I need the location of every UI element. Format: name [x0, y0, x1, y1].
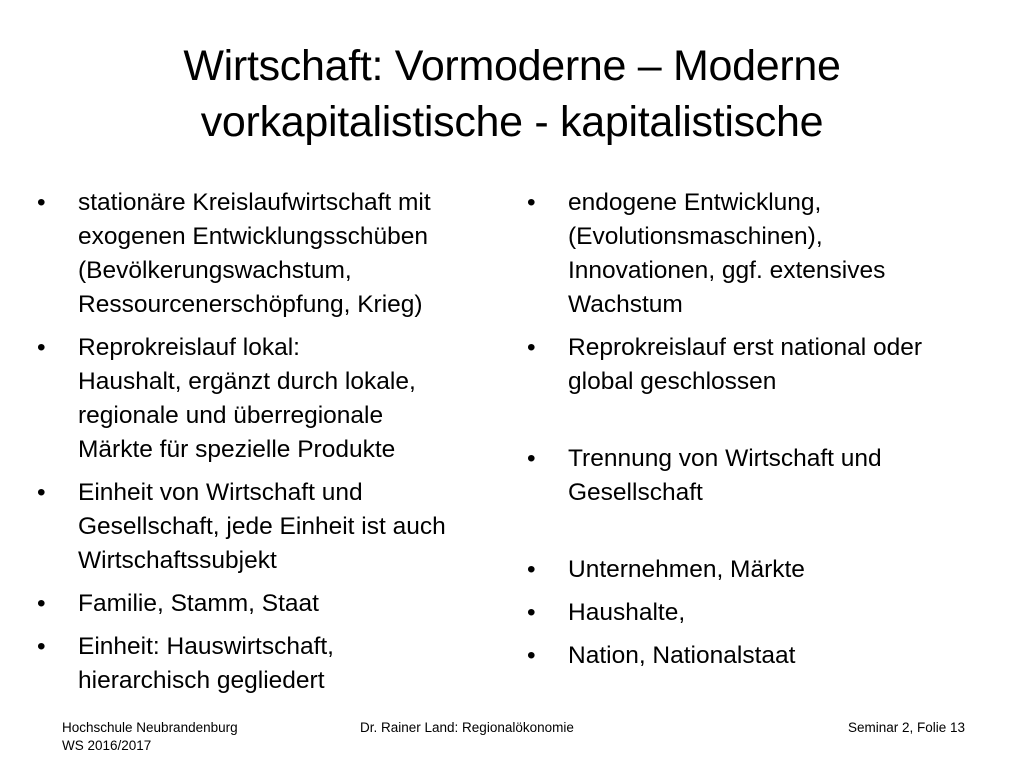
- slide-title-line-1: Wirtschaft: Vormoderne – Moderne: [183, 42, 841, 90]
- list-item-text: Unternehmen, Märkte: [568, 556, 805, 583]
- bullet-icon: •: [37, 590, 46, 617]
- list-item: [37, 186, 487, 322]
- list-item: [527, 553, 977, 587]
- footer-institution-name: Hochschule Neubrandenburg: [62, 720, 238, 735]
- bullet-icon: •: [527, 189, 536, 216]
- bullet-icon: •: [37, 633, 46, 660]
- list-item: [527, 596, 977, 630]
- bullet-icon: •: [527, 445, 536, 472]
- list-item-text: stationäre Kreislaufwirtschaft mit exogenen Entwicklungsschüben (Bevölkerungswachstum, Ressourcenerschöpfung, Krieg): [78, 189, 431, 318]
- bullet-icon: •: [527, 556, 536, 583]
- list-item-text: endogene Entwicklung, (Evolutionsmaschinen), Innovationen, ggf. extensives Wachstum: [568, 189, 886, 318]
- list-item: [527, 331, 977, 399]
- list-item: [37, 331, 487, 467]
- list-item: [37, 630, 487, 698]
- list-item: [527, 442, 977, 510]
- bullet-icon: •: [527, 599, 536, 626]
- slide-title-line-2: vorkapitalistische - kapitalistische: [200, 98, 824, 146]
- bullet-icon: •: [527, 334, 536, 361]
- footer-semester: WS 2016/2017: [62, 738, 152, 753]
- list-item-text: Trennung von Wirtschaft und Gesellschaft: [568, 445, 882, 506]
- slide-title: [60, 38, 964, 150]
- list-item-text: Einheit: Hauswirtschaft, hierarchisch gegliedert: [78, 633, 334, 694]
- bullet-icon: •: [37, 334, 46, 361]
- right-bullet-list: [527, 186, 977, 682]
- list-item-text: Reprokreislauf lokal: Haushalt, ergänzt durch lokale, regionale und überregionale Märkte für spezielle Produkte: [78, 334, 416, 463]
- list-item: [37, 476, 487, 578]
- list-item-text: Haushalte,: [568, 599, 686, 626]
- list-item: [527, 639, 977, 673]
- list-item-text: Familie, Stamm, Staat: [78, 590, 319, 617]
- bullet-icon: •: [37, 189, 46, 216]
- footer-author-course: Dr. Rainer Land: Regionalökonomie: [360, 720, 574, 735]
- bullet-icon: •: [37, 479, 46, 506]
- list-item-text: Reprokreislauf erst national oder global geschlossen: [568, 334, 923, 395]
- footer-institution: [62, 719, 238, 755]
- list-item-text: Einheit von Wirtschaft und Gesellschaft, jede Einheit ist auch Wirtschaftssubjekt: [78, 479, 446, 574]
- list-item: [527, 186, 977, 322]
- left-bullet-list: [37, 186, 487, 707]
- bullet-icon: •: [527, 642, 536, 669]
- footer-slide-ref: Seminar 2, Folie 13: [847, 720, 965, 735]
- list-item-text: Nation, Nationalstaat: [568, 642, 796, 669]
- list-item: [37, 587, 487, 621]
